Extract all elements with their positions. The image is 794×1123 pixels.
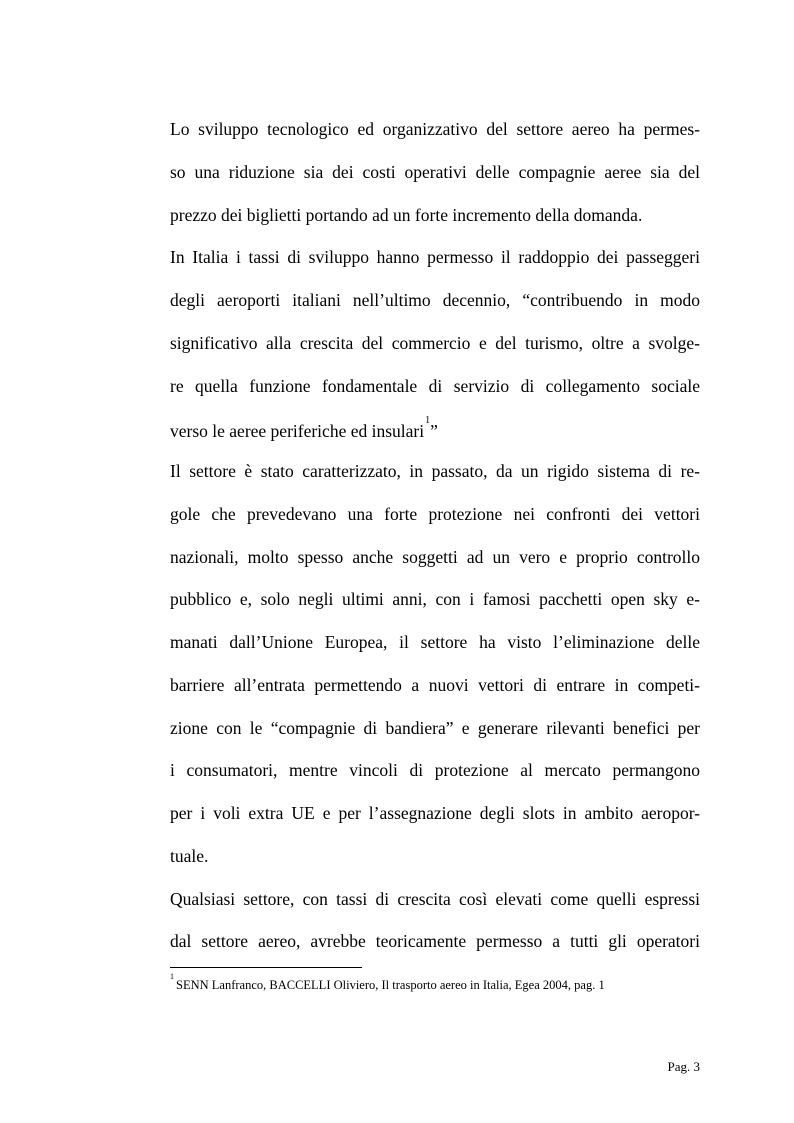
page-number: Pag. 3 bbox=[667, 1059, 700, 1074]
text-line: barriere all’entrata permettendo a nuovi vettori di entrare in competi- bbox=[170, 674, 700, 695]
text-line: tuale. bbox=[170, 845, 209, 866]
body-text bbox=[170, 108, 700, 963]
footnote-text: SENN Lanfranco, BACCELLI Oliviero, Il trasporto aereo in Italia, Egea 2004, pag. 1 bbox=[176, 978, 605, 993]
footnote-marker: 1 bbox=[170, 972, 174, 981]
text-line: pubblico e, solo negli ultimi anni, con i famosi pacchetti open sky e- bbox=[170, 589, 700, 610]
footnote bbox=[170, 974, 700, 993]
text-line: nazionali, molto spesso anche soggetti ad un vero e proprio controllo bbox=[170, 546, 700, 567]
text-line: degli aeroporti italiani nell’ultimo decennio, “contribuendo in modo bbox=[170, 290, 700, 310]
text-line: i consumatori, mentre vincoli di protezione al mercato permangono bbox=[170, 760, 700, 781]
text-line: Il settore è stato caratterizzato, in passato, da un rigido sistema di re- bbox=[170, 461, 700, 481]
text-line: zione con le “compagnie di bandiera” e generare rilevanti benefici per bbox=[170, 717, 700, 738]
text-line: manati dall’Unione Europea, il settore ha visto l’eliminazione delle bbox=[170, 632, 700, 652]
text-line-content: verso le aeree periferiche ed insulari bbox=[170, 421, 425, 442]
text-line-with-footnote bbox=[170, 407, 700, 450]
text-line: significativo alla crescita del commercio e del turismo, oltre a svolge- bbox=[170, 332, 700, 353]
text-line: so una riduzione sia dei costi operativi delle compagnie aeree sia del bbox=[170, 161, 700, 182]
text-line: gole che prevedevano una forte protezione nei confronti dei vettori bbox=[170, 503, 700, 524]
text-line: dal settore aereo, avrebbe teoricamente permesso a tutti gli operatori bbox=[170, 931, 700, 952]
text-line: prezzo dei biglietti portando ad un forte incremento della domanda. bbox=[170, 204, 643, 225]
text-line: re quella funzione fondamentale di servizio di collegamento sociale bbox=[170, 375, 700, 396]
text-line: Lo sviluppo tecnologico ed organizzativo del settore aereo ha permes- bbox=[170, 119, 700, 139]
text-line: In Italia i tassi di sviluppo hanno permesso il raddoppio dei passeggeri bbox=[170, 247, 700, 268]
closing-quote: ” bbox=[430, 421, 438, 442]
text-line: per i voli extra UE e per l’assegnazione degli slots in ambito aeropor- bbox=[170, 803, 700, 823]
footnote-reference: 1 bbox=[425, 415, 431, 427]
text-line: Qualsiasi settore, con tassi di crescita così elevati come quelli espressi bbox=[170, 888, 700, 909]
footnote-divider bbox=[170, 967, 362, 968]
